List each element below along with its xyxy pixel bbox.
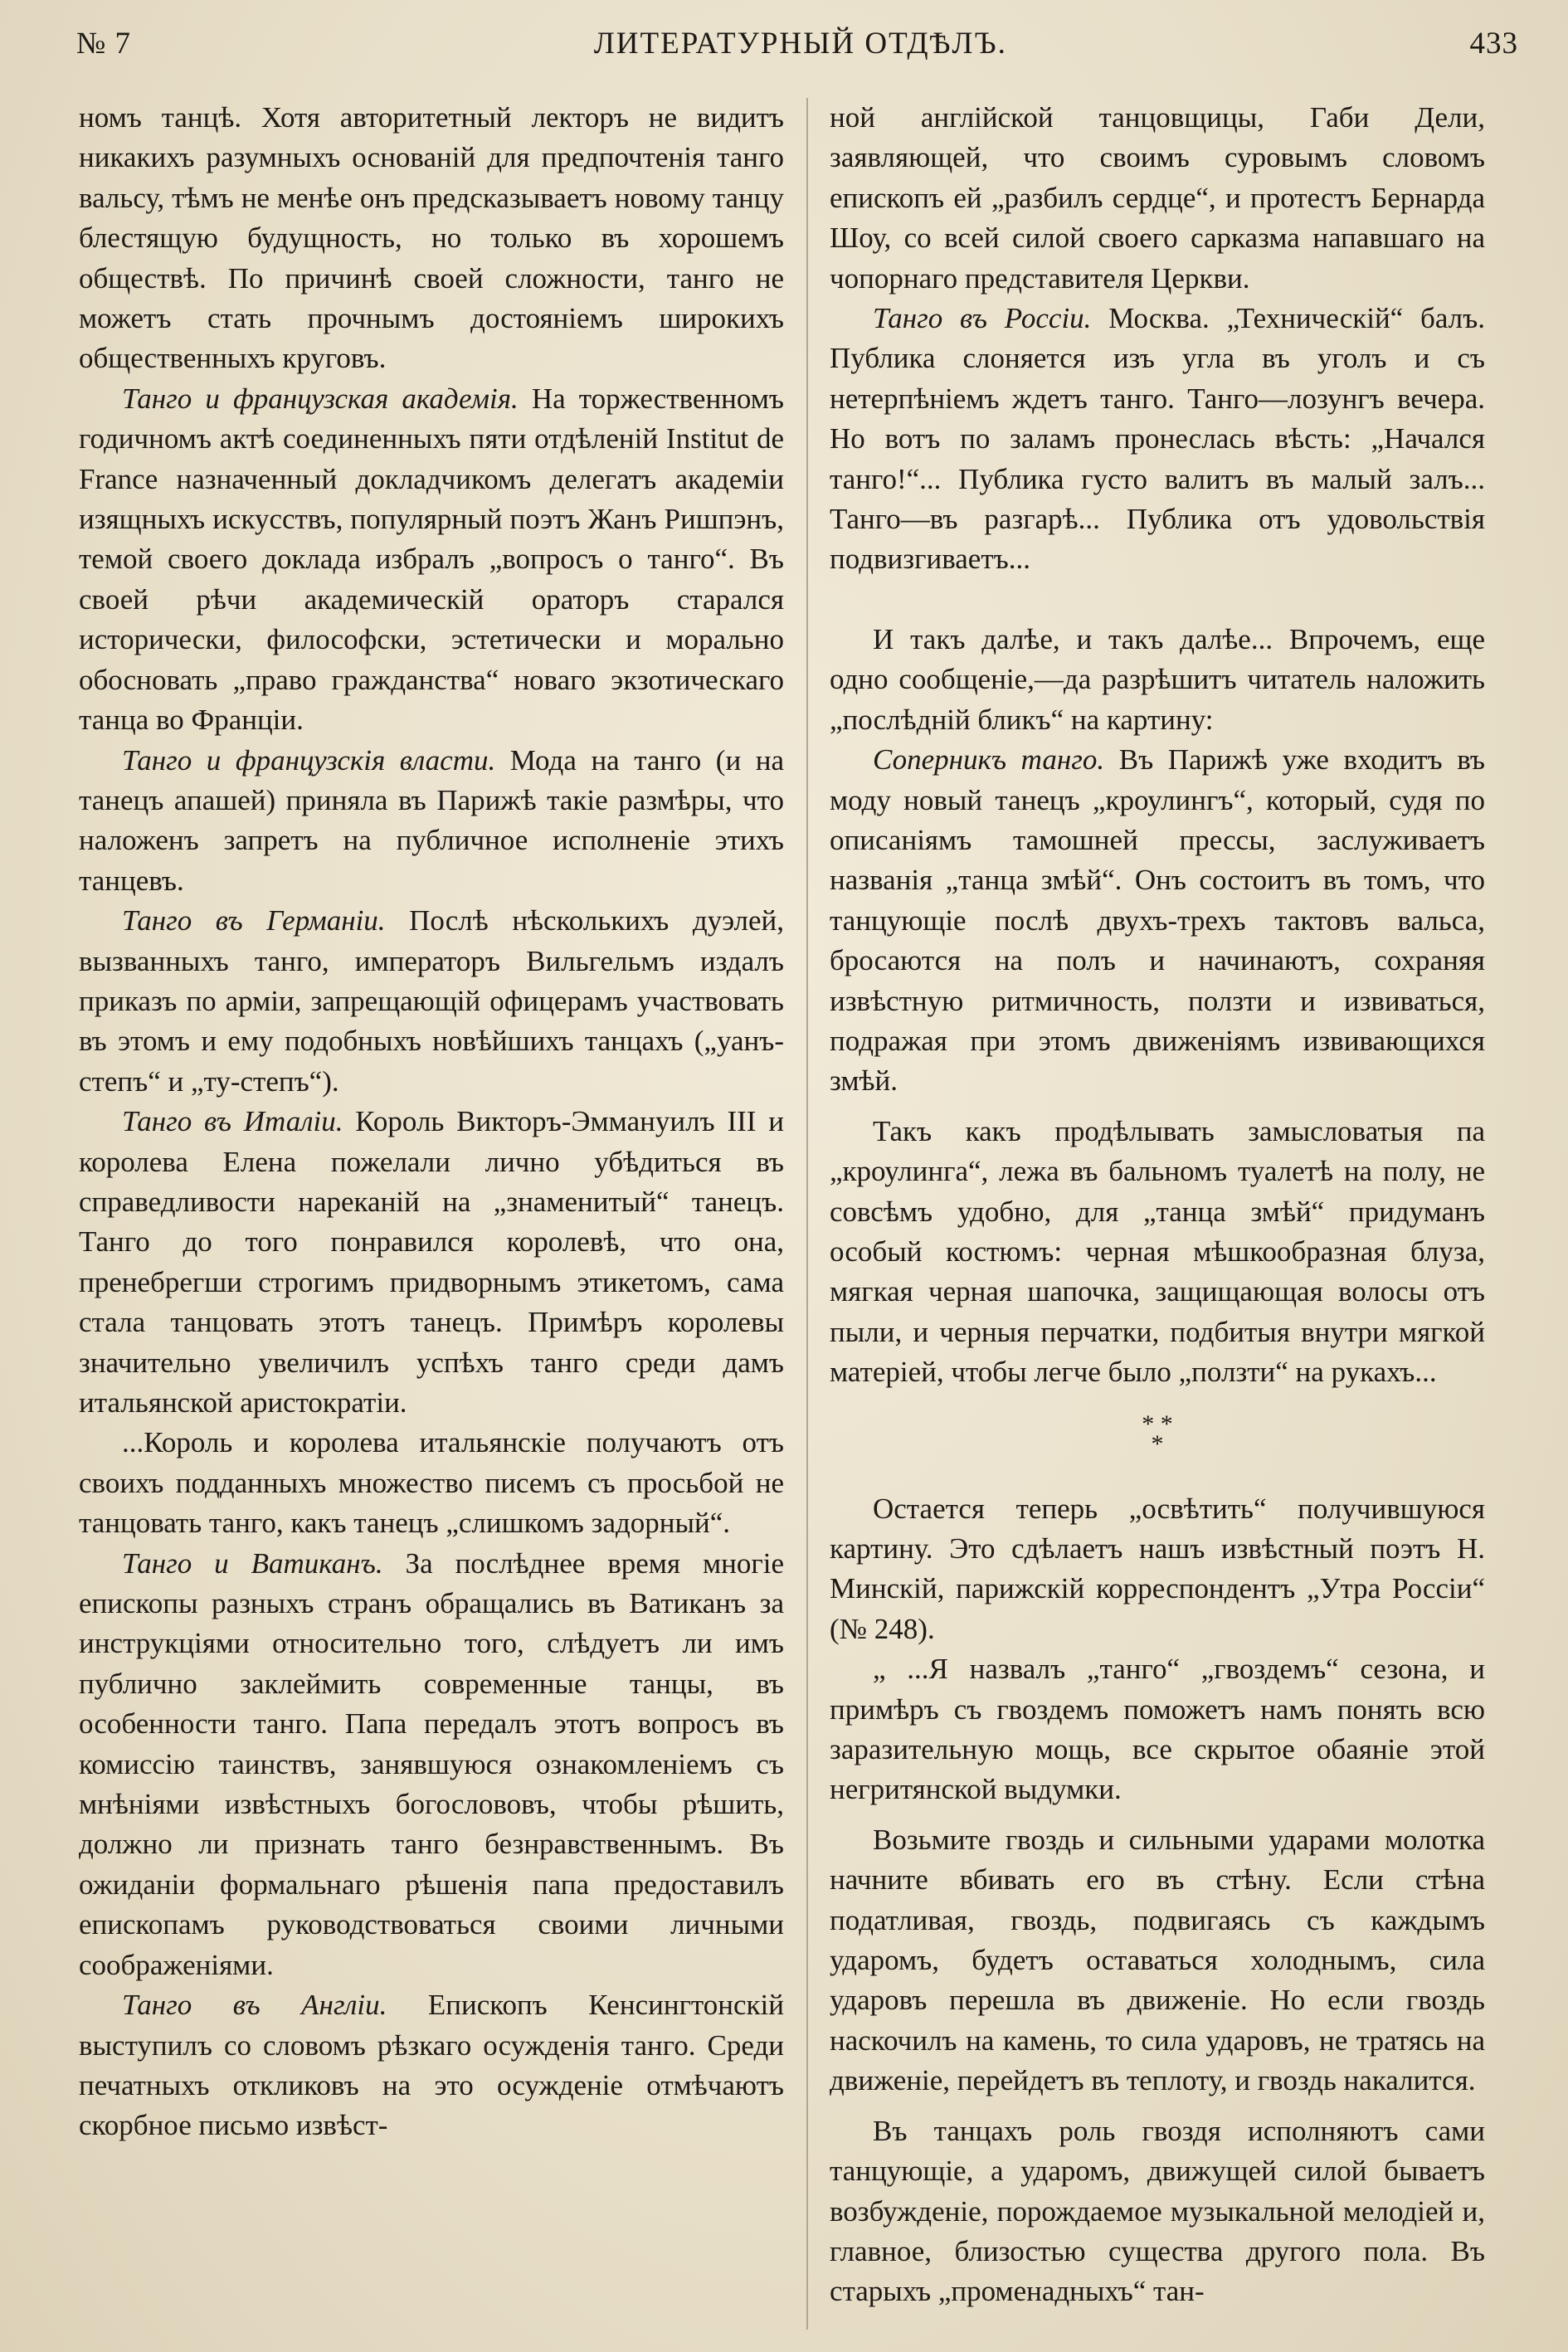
right-column	[830, 98, 1485, 2330]
paragraph-body: Москва. „Техническій“ балъ. Публика слоняется изъ угла въ уголъ и съ нетерпѣніемъ ждетъ танго. Танго—лозунгъ вечера. Но вотъ по заламъ пронеслась вѣсть: „Начался танго!“... Публика густо валитъ въ малый залъ... Танго—въ разгарѣ... Публика отъ удовольствія подвизгиваетъ...	[830, 302, 1485, 576]
paragraph: „ ...Я назвалъ „танго“ „гвоздемъ“ сезона, и примѣръ съ гвоздемъ поможетъ намъ понять всю заразительную мощь, все скрытое обаяніе этой негритянской выдумки.	[830, 1653, 1485, 1806]
paragraph-body: На торжественномъ годичномъ актѣ соединенныхъ пяти отдѣленій Institut de France назначенный докладчикомъ делегатъ академіи изящныхъ искусствъ, популярный поэтъ Жанъ Ришпэнъ, темой своего доклада избралъ „вопросъ о танго“. Въ своей рѣчи академическій ораторъ старался исторически, философски, эстетически и морально обосновать „право гражданства“ новаго экзотическаго танца во Франціи.	[79, 382, 784, 737]
asterisk-pair: * *	[1142, 1410, 1173, 1438]
paragraph	[79, 901, 784, 1102]
paragraph	[830, 740, 1485, 1102]
page-number: 433	[1469, 26, 1518, 61]
paragraph	[79, 1985, 784, 2146]
paragraph: ...Король и королева итальянскіе получаютъ отъ своихъ подданныхъ множество писемъ съ просьбой не танцовать танго, какъ танецъ „слишкомъ задорный“.	[79, 1426, 784, 1540]
subheading: Танго въ Германіи.	[122, 904, 386, 937]
paragraph: Возьмите гвоздь и сильными ударами молотка начните вбивать его въ стѣну. Если стѣна податливая, гвоздь, подвигаясь съ каждымъ ударомъ, будетъ оставаться холоднымъ, сила ударовъ перешла въ движеніе. Но если гвоздь наскочилъ на камень, то сила ударовъ, не тратясь на движеніе, перейдетъ въ теплоту, и гвоздь накалится.	[830, 1823, 1485, 2097]
subheading: Танго въ Россіи.	[873, 302, 1092, 335]
paragraph-body: Въ Парижѣ уже входитъ въ моду новый танецъ „кроулингъ“, который, судя по описаніямъ тамошней прессы, заслуживаетъ названія „танца змѣй“. Онъ состоитъ въ томъ, что танцующіе послѣ двухъ-трехъ тактовъ вальса, бросаются на полъ и начинаютъ, сохраняя извѣстную ритмичность, ползти и извиваться, подражая при этомъ движеніямъ извивающихся змѣй.	[830, 743, 1485, 1098]
paragraph	[79, 1102, 784, 1423]
paragraph-body: Епископъ Кенсингтонскій выступилъ со словомъ рѣзкаго осужденія танго. Среди печатныхъ откликовъ на это осужденіе отмѣчаютъ скорбное письмо извѣст-	[79, 1989, 784, 2142]
column-divider	[806, 98, 808, 2330]
paragraph-body: Мода на танго (и на танецъ апашей) приняла въ Парижѣ такіе размѣры, что наложенъ запретъ на публичное исполненіе этихъ танцевъ.	[79, 743, 784, 897]
subheading: Танго въ Англіи.	[122, 1989, 387, 2022]
paragraph: Остается теперь „освѣтить“ получившуюся картину. Это сдѣлаетъ нашъ извѣстный поэтъ Н. Минскій, парижскій корреспондентъ „Утра Россіи“ (№ 248).	[830, 1492, 1485, 1645]
subheading: Танго и французскія власти.	[122, 743, 496, 777]
subheading: Танго и французская академія.	[122, 382, 519, 415]
subheading: Танго и Ватиканъ.	[122, 1546, 383, 1580]
paragraph	[79, 741, 784, 902]
paragraph	[79, 379, 784, 741]
issue-number: № 7	[76, 26, 132, 61]
page-header	[76, 18, 1518, 68]
paragraph: Такъ какъ продѣлывать замысловатыя па „кроулинга“, лежа въ бальномъ туалетѣ на полу, не совсѣмъ удобно, для „танца змѣй“ придуманъ особый костюмъ: черная мѣшкообразная блуза, мягкая черная шапочка, защищающая волосы отъ пыли, и черныя перчатки, подбитыя внутри мягкой матеріей, чтобы легче было „ползти“ на рукахъ...	[830, 1114, 1485, 1389]
subheading: Соперникъ танго.	[873, 743, 1105, 777]
paragraph-body: За послѣднее время многіе епископы разныхъ странъ обращались въ Ватиканъ за инструкціями относительно того, слѣдуетъ ли имъ публично заклеймить современные танцы, въ особенности танго. Папа передалъ этотъ вопросъ въ комиссію таинствъ, занявшуюся ознакомленіемъ съ мнѣніями извѣстныхъ богослововъ, чтобы рѣшить, должно ли признать танго безнравственнымъ. Въ ожиданіи формальнаго рѣшенія папа предоставилъ епископамъ руководствоваться своими личными соображеніями.	[79, 1546, 784, 1981]
paragraph: Въ танцахъ роль гвоздя исполняютъ сами танцующіе, а ударомъ, движущей силой бываетъ возбужденіе, порождаемое музыкальной мелодіей и, главное, близостью существа другого пола. Въ старыхъ „променадныхъ“ тан-	[830, 2114, 1485, 2308]
section-break-asterisks	[830, 1410, 1485, 1458]
paragraph: номъ танцѣ. Хотя авторитетный лекторъ не видитъ никакихъ разумныхъ основаній для предпочтенія танго вальсу, тѣмъ не менѣе онъ предсказываетъ новому танцу блестящую будущность, но только въ хорошемъ обществѣ. По причинѣ своей сложности, танго не можетъ стать прочнымъ достояніемъ широкихъ общественныхъ круговъ.	[79, 101, 784, 375]
left-column	[79, 98, 784, 2330]
paragraph-body: Король Викторъ-Эммануилъ III и королева Елена пожелали лично убѣдиться въ справедливости нареканій на „знаменитый“ танецъ. Танго до того понравился королевѣ, что она, пренебрегши строгимъ придворнымъ этикетомъ, сама стала танцовать этотъ танецъ. Примѣръ королевы значительно увеличилъ успѣхъ танго среди дамъ итальянской аристократіи.	[79, 1105, 784, 1419]
paragraph: И такъ далѣе, и такъ далѣе... Впрочемъ, еще одно сообщеніе,—да разрѣшитъ читатель наложить „послѣдній бликъ“ на картину:	[830, 622, 1485, 736]
paragraph	[79, 1544, 784, 1985]
subheading: Танго въ Италіи.	[122, 1105, 343, 1138]
paragraph-body: Послѣ нѣсколькихъ дуэлей, вызванныхъ танго, императоръ Вильгельмъ издалъ приказъ по арміи, запрещающій офицерамъ участвовать въ этомъ и ему подобныхъ новѣйшихъ танцахъ („уанъ-степъ“ и „ту-степъ“).	[79, 904, 785, 1098]
asterisk-single: *	[1151, 1429, 1164, 1458]
paragraph: ной англійской танцовщицы, Габи Дели, заявляющей, что своимъ суровымъ словомъ епископъ ей „разбилъ сердце“, и протестъ Бернарда Шоу, со всей силой своего сарказма напавшаго на чопорнаго представителя Церкви.	[830, 101, 1485, 295]
section-title: ЛИТЕРАТУРНЫЙ ОТДѢЛЪ.	[593, 26, 1007, 61]
paragraph	[830, 299, 1485, 580]
